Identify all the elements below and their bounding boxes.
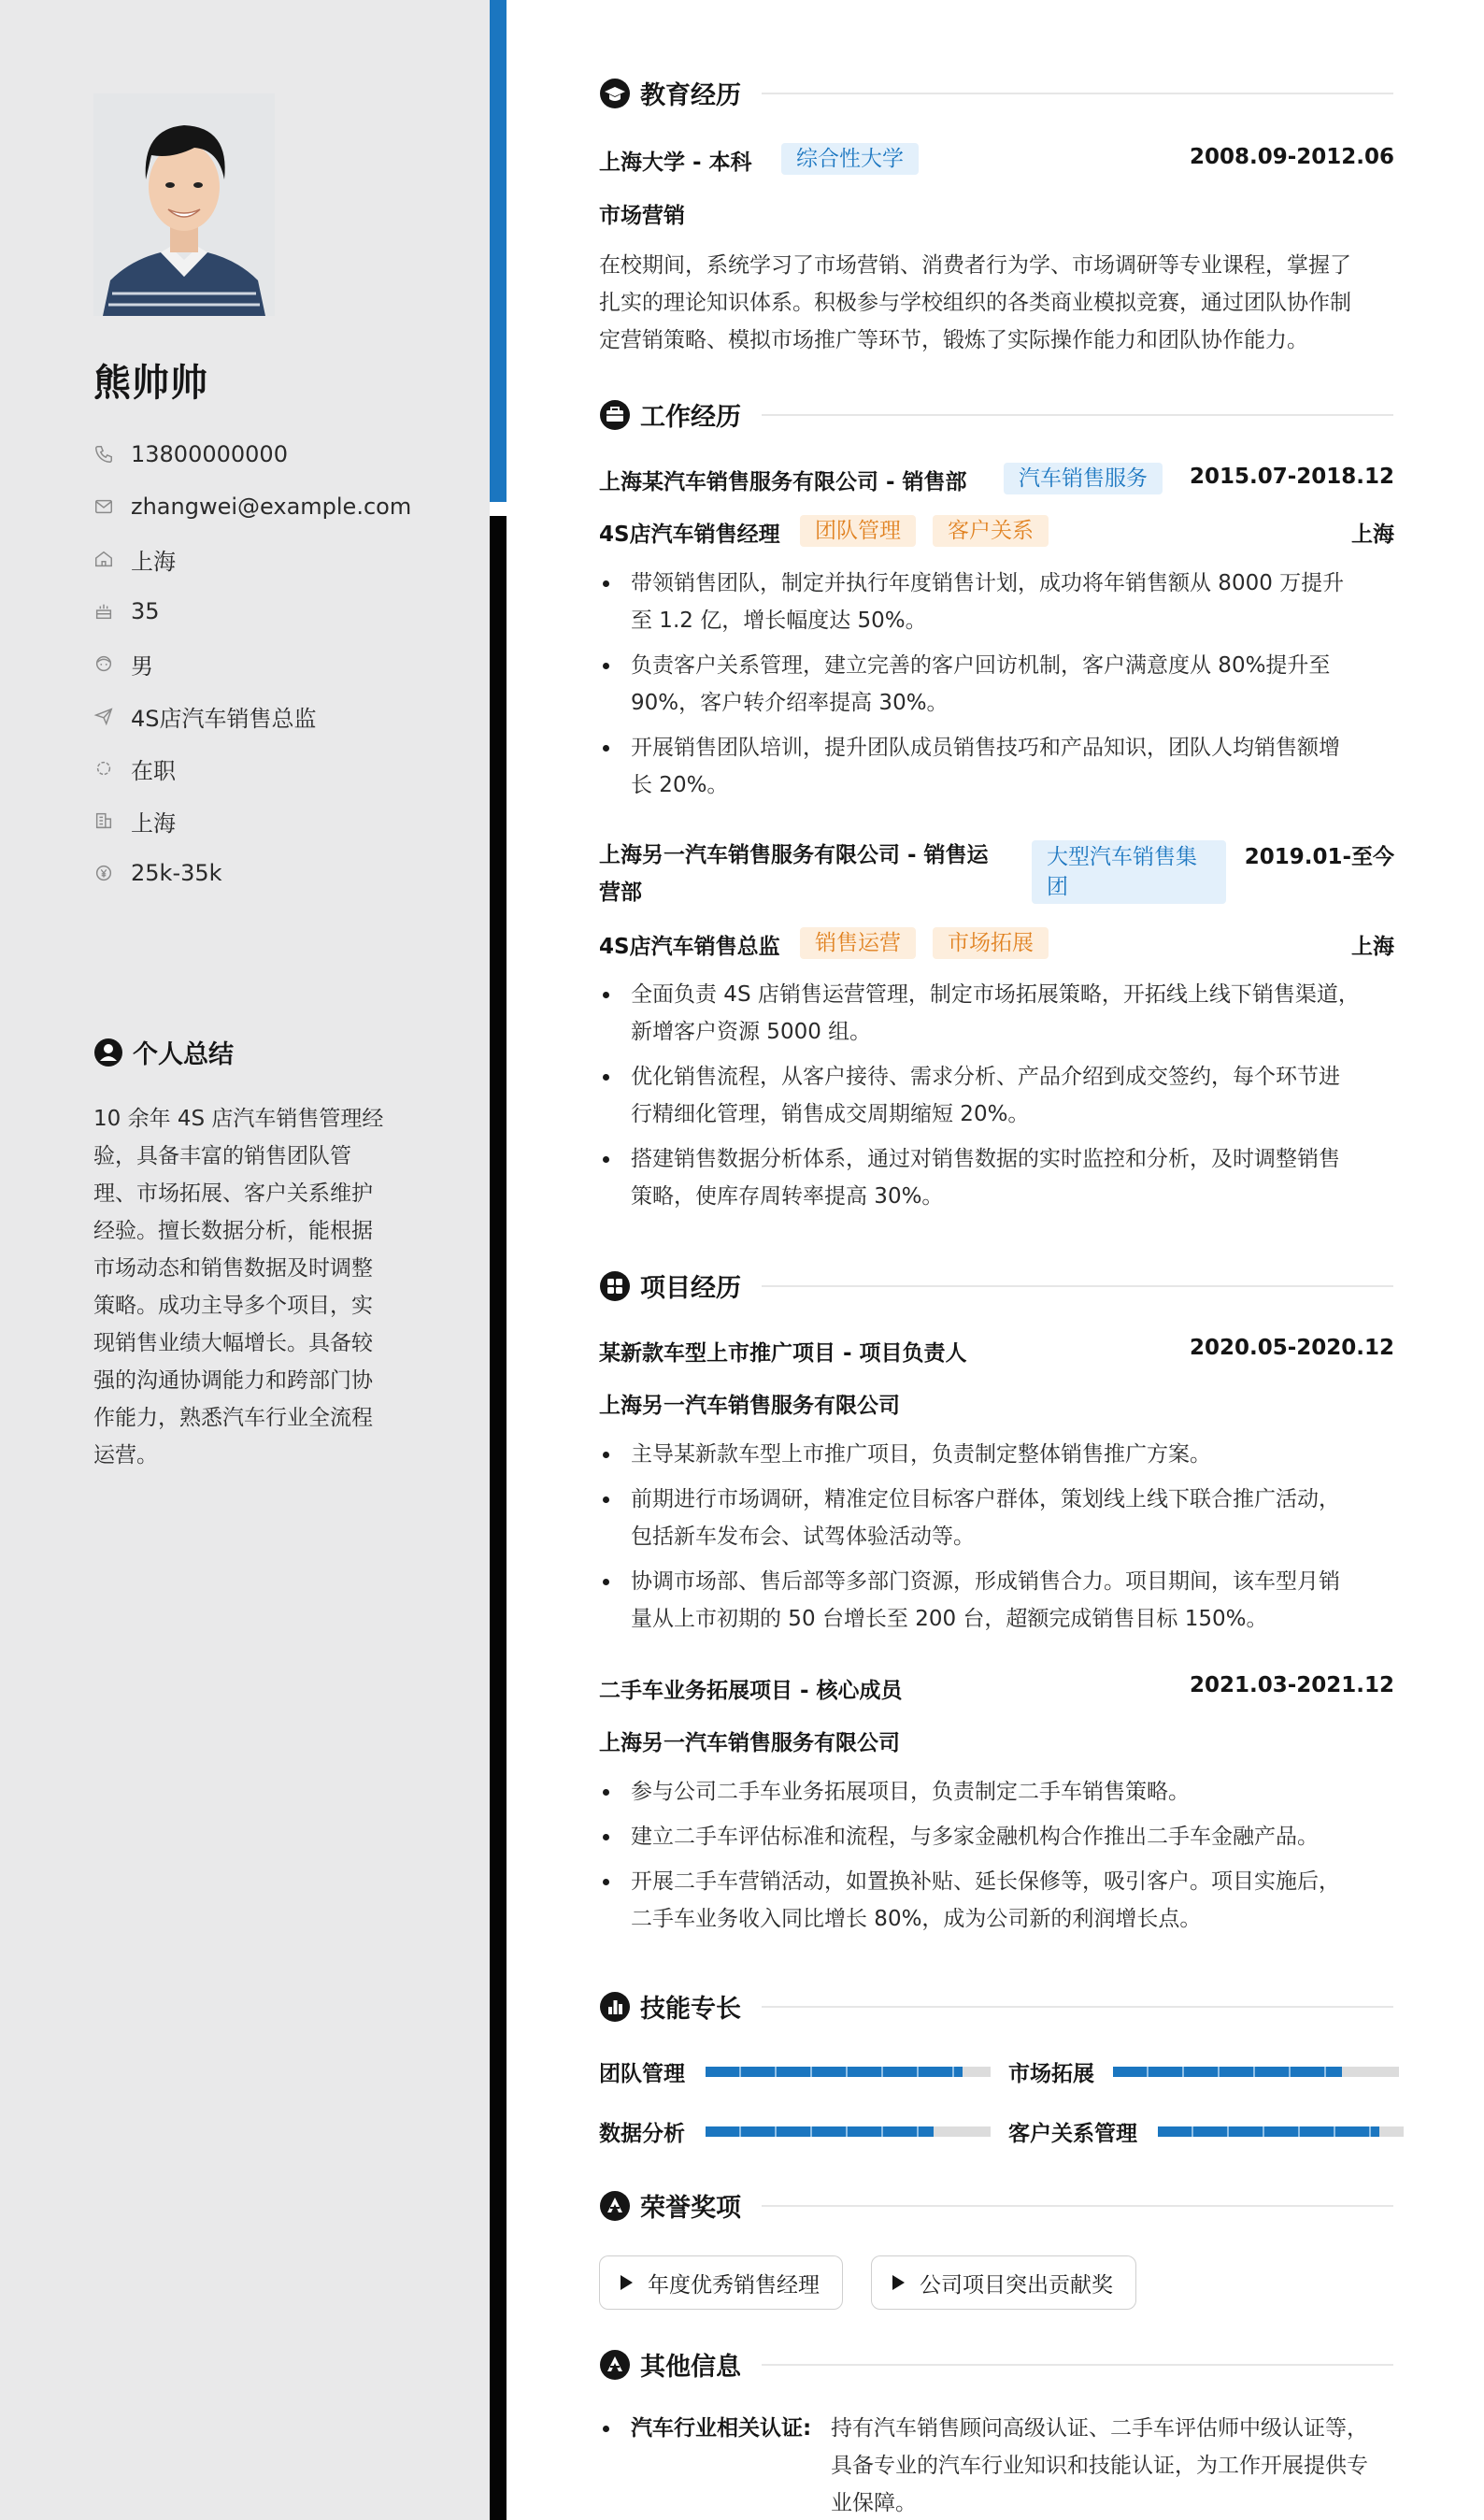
bar-chart-icon [599, 1991, 631, 2023]
bullet-line: 开展二手车营销活动，如置换补贴、延长保修等，吸引客户。项目实施后， [631, 1869, 1340, 1894]
contact-gender [93, 637, 467, 690]
accent-divider [490, 0, 507, 502]
phone-text: 13800000000 [131, 441, 288, 467]
position-text: 4S店汽车销售总监 [131, 705, 317, 732]
school-name: 上海大学 - 本科 [599, 150, 752, 175]
bullet-line: 新增客户资源 5000 组。 [631, 1020, 872, 1044]
list-item [599, 1863, 1403, 1938]
skill-bar [1158, 2126, 1404, 2137]
project-bullets [599, 1773, 1403, 1945]
info-icon [599, 2349, 631, 2381]
job-city: 上海 [1351, 935, 1394, 959]
job-tag-line: 大型汽车销售集 [1047, 845, 1197, 869]
skill-bar [706, 2126, 991, 2137]
section-divider [762, 2364, 1393, 2366]
job-skill-tag [800, 927, 916, 959]
skill-fill [706, 2067, 963, 2077]
job-company [599, 837, 1029, 911]
bullet-line: 至 1.2 亿，增长幅度达 50%。 [631, 609, 927, 633]
home-text: 上海 [131, 548, 176, 575]
bullet-line: 包括新车发布会、试驾体验活动等。 [631, 1525, 975, 1549]
yen-icon [93, 863, 114, 883]
contact-position [93, 690, 467, 742]
other-title: 其他信息 [640, 2353, 741, 2382]
gender-icon [93, 653, 114, 674]
avatar [93, 93, 275, 316]
skill-label: 团队管理 [599, 2062, 685, 2086]
section-divider [762, 2006, 1393, 2008]
job-tag [1004, 463, 1163, 494]
job-skill-tag [800, 515, 916, 547]
bullet-line: 长 20%。 [631, 773, 729, 797]
bullet-line: 建立二手车评估标准和流程，与多家金融机构合作推出二手车金融产品。 [631, 1825, 1319, 1849]
bullet-dot [603, 2426, 609, 2432]
summary-line: 10 余年 4S 店汽车销售管理经 [93, 1107, 384, 1131]
list-item [599, 1481, 1403, 1555]
status-icon [93, 758, 114, 779]
other-line: 业保障。 [831, 2491, 917, 2515]
play-icon [892, 2275, 905, 2290]
skill-fill [1158, 2126, 1379, 2137]
job-role: 4S店汽车销售总监 [599, 935, 780, 959]
education-description [599, 247, 1403, 359]
skill-label: 客户关系管理 [1008, 2122, 1137, 2146]
awards-title: 荣誉奖项 [640, 2194, 741, 2223]
bullet-line: 策略，使库存周转率提高 30%。 [631, 1184, 944, 1209]
summary-line: 强的沟通协调能力和跨部门协 [93, 1368, 373, 1393]
job-skill-label: 市场拓展 [933, 927, 1049, 959]
building-icon [93, 810, 114, 831]
dark-divider [490, 516, 507, 2520]
section-divider [762, 1285, 1393, 1287]
award-icon [599, 2190, 631, 2222]
cake-icon [93, 601, 114, 622]
salary-text: 25k-35k [131, 860, 222, 886]
list-item [599, 1436, 1403, 1473]
work-title: 工作经历 [640, 403, 741, 432]
email-text: zhangwei@example.com [131, 494, 412, 520]
bullet-line: 带领销售团队，制定并执行年度销售计划，成功将年销售额从 8000 万提升 [631, 571, 1345, 595]
contact-home [93, 533, 467, 585]
summary-line: 策略。成功主导多个项目，实 [93, 1294, 373, 1318]
section-divider [762, 414, 1393, 416]
other-text [831, 2410, 1403, 2520]
bullet-line: 协调市场部、售后部等多部门资源，形成销售合力。项目期间，该车型月销 [631, 1569, 1340, 1594]
age-text: 35 [131, 598, 160, 624]
job-city: 上海 [1351, 523, 1394, 547]
summary-line: 现销售业绩大幅增长。具备较 [93, 1331, 373, 1355]
project-bullets [599, 1436, 1403, 1645]
awards-heading [599, 2187, 1393, 2224]
contact-email [93, 480, 467, 533]
projects-title: 项目经历 [640, 1274, 741, 1303]
summary-line: 理、市场拓展、客户关系维护 [93, 1181, 373, 1206]
project-name: 某新款车型上市推广项目 - 项目负责人 [599, 1341, 967, 1366]
skills-heading [599, 1988, 1393, 2025]
contact-status [93, 742, 467, 795]
bullet-line: 90%，客户转介绍率提高 30%。 [631, 691, 949, 715]
send-icon [93, 706, 114, 726]
briefcase-icon [599, 399, 631, 431]
work-heading [599, 396, 1393, 433]
grid-icon [599, 1270, 631, 1302]
bullet-line: 优化销售流程，从客户接待、需求分析、产品介绍到成交签约，每个环节进 [631, 1065, 1340, 1089]
bullet-line: 全面负责 4S 店销售运营管理，制定市场拓展策略，开拓线上线下销售渠道， [631, 982, 1360, 1007]
company-line: 营部 [599, 881, 642, 905]
gender-text: 男 [131, 652, 153, 680]
skill-fill [1113, 2067, 1342, 2077]
skill-label: 市场拓展 [1008, 2062, 1094, 2086]
other-line: 持有汽车销售顾问高级认证、二手车评估师中级认证等， [831, 2416, 1368, 2441]
skill-fill [706, 2126, 934, 2137]
job-tag-line: 团 [1047, 875, 1068, 899]
job-tag [1032, 840, 1226, 904]
phone-icon [93, 444, 114, 465]
summary-line: 经验。擅长数据分析，能根据 [93, 1219, 373, 1243]
award-label: 年度优秀销售经理 [648, 2272, 820, 2298]
award-label: 公司项目突出贡献奖 [920, 2272, 1113, 2298]
project-date: 2020.05-2020.12 [1189, 1336, 1394, 1360]
other-line: 具备专业的汽车行业知识和技能认证，为工作开展提供专 [831, 2454, 1368, 2478]
play-icon [621, 2275, 633, 2290]
list-item [599, 1773, 1403, 1811]
job-tag-label: 汽车销售服务 [1004, 463, 1163, 494]
bullet-line: 负责客户关系管理，建立完善的客户回访机制，客户满意度从 80%提升至 [631, 653, 1331, 678]
education-line: 扎实的理论知识体系。积极参与学校组织的各类商业模拟竞赛，通过团队协作制 [599, 291, 1351, 315]
contact-list [93, 428, 467, 899]
skill-bar [706, 2067, 991, 2077]
skills-title: 技能专长 [640, 1995, 741, 2024]
summary-line: 验，具备丰富的销售团队管 [93, 1144, 351, 1168]
bullet-line: 主导某新款车型上市推广项目，负责制定整体销售推广方案。 [631, 1442, 1211, 1467]
job-bullets [599, 565, 1403, 811]
bullet-line: 量从上市初期的 50 台增长至 200 台，超额完成销售目标 150%。 [631, 1607, 1268, 1631]
summary-title: 个人总结 [133, 1040, 234, 1069]
school-tag [781, 143, 919, 175]
education-line: 定营销策略、模拟市场推广等环节，锻炼了实际操作能力和团队协作能力。 [599, 328, 1308, 352]
bullet-line: 二手车业务收入同比增长 80%，成为公司新的利润增长点。 [631, 1907, 1202, 1931]
bullet-line: 行精细化管理，销售成交周期缩短 20%。 [631, 1102, 1030, 1126]
job-role: 4S店汽车销售经理 [599, 523, 780, 547]
project-company: 上海另一汽车销售服务有限公司 [599, 1731, 900, 1755]
user-icon [93, 1038, 123, 1067]
list-item [599, 1058, 1403, 1133]
job-company: 上海某汽车销售服务有限公司 - 销售部 [599, 470, 967, 494]
summary-heading [93, 1034, 234, 1070]
other-label: 汽车行业相关认证: [631, 2416, 812, 2441]
list-item [599, 729, 1403, 804]
job-skill-label: 客户关系 [933, 515, 1049, 547]
list-item [599, 2410, 1403, 2520]
bullet-line: 搭建销售数据分析体系，通过对销售数据的实时监控和分析，及时调整销售 [631, 1147, 1340, 1171]
project-company: 上海另一汽车销售服务有限公司 [599, 1394, 900, 1418]
contact-city [93, 795, 467, 847]
job-date: 2019.01-至今 [1244, 845, 1394, 869]
other-heading [599, 2346, 1393, 2383]
list-item [599, 1818, 1403, 1855]
job-skill-tag [933, 927, 1049, 959]
section-divider [762, 93, 1393, 94]
bullet-line: 前期进行市场调研，精准定位目标客户群体，策划线上线下联合推广活动， [631, 1487, 1340, 1511]
company-line: 上海另一汽车销售服务有限公司 - 销售运 [599, 843, 989, 867]
section-divider [762, 2205, 1393, 2207]
bullet-line: 开展销售团队培训，提升团队成员销售技巧和产品知识，团队人均销售额增 [631, 736, 1340, 760]
other-info [599, 2410, 1403, 2520]
project-name: 二手车业务拓展项目 - 核心成员 [599, 1679, 903, 1703]
summary-line: 市场动态和销售数据及时调整 [93, 1256, 373, 1281]
job-bullets [599, 976, 1403, 1223]
list-item [599, 1563, 1403, 1638]
job-skill-label: 销售运营 [800, 927, 916, 959]
job-date: 2015.07-2018.12 [1189, 465, 1394, 489]
award-chip [599, 2255, 843, 2310]
status-text: 在职 [131, 757, 176, 784]
summary-line: 作能力，熟悉汽车行业全流程 [93, 1406, 373, 1430]
summary-line: 运营。 [93, 1443, 158, 1468]
contact-phone [93, 428, 467, 480]
project-date: 2021.03-2021.12 [1189, 1673, 1394, 1697]
city-text: 上海 [131, 809, 176, 837]
school-tag-label: 综合性大学 [781, 143, 919, 175]
education-heading [599, 75, 1393, 111]
award-chip [871, 2255, 1136, 2310]
skill-bar [1113, 2067, 1399, 2077]
mail-icon [93, 496, 114, 517]
job-skill-label: 团队管理 [800, 515, 916, 547]
bullet-line: 参与公司二手车业务拓展项目，负责制定二手车销售策略。 [631, 1780, 1190, 1804]
list-item [599, 976, 1403, 1051]
candidate-name: 熊帅帅 [93, 362, 208, 405]
job-skill-tag [933, 515, 1049, 547]
list-item [599, 1140, 1403, 1215]
contact-age [93, 585, 467, 637]
graduation-cap-icon [599, 78, 631, 109]
projects-heading [599, 1267, 1393, 1304]
education-date: 2008.09-2012.06 [1189, 145, 1394, 169]
list-item [599, 565, 1403, 639]
home-icon [93, 549, 114, 569]
contact-salary [93, 847, 467, 899]
skill-label: 数据分析 [599, 2122, 685, 2146]
education-line: 在校期间，系统学习了市场营销、消费者行为学、市场调研等专业课程，掌握了 [599, 253, 1351, 278]
summary-text [93, 1100, 397, 1474]
list-item [599, 647, 1403, 722]
major: 市场营销 [599, 204, 685, 228]
education-title: 教育经历 [640, 81, 741, 110]
